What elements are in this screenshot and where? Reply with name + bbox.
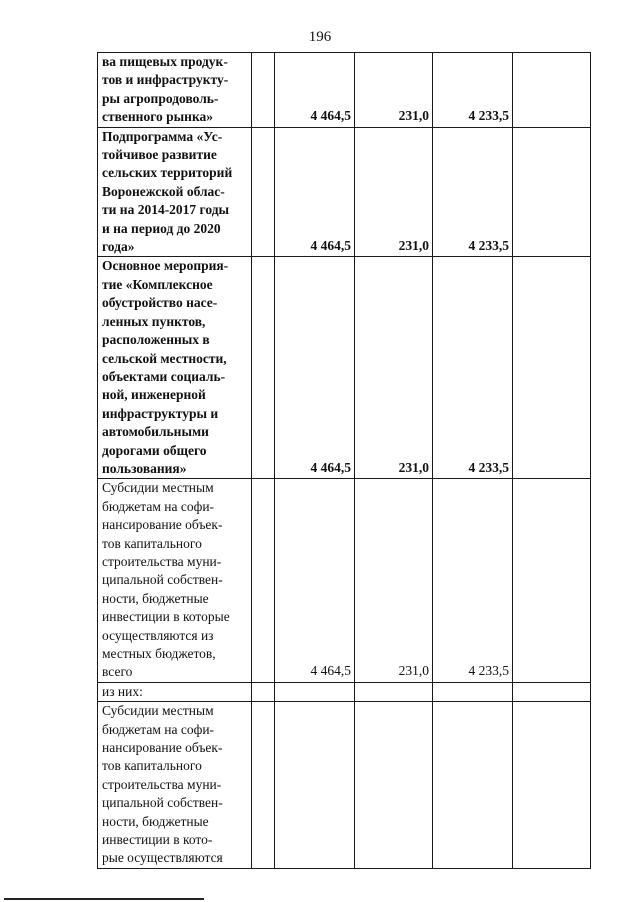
- value-cell: [355, 702, 433, 869]
- empty-cell: [252, 682, 275, 701]
- value-cell: 4 233,5: [433, 53, 513, 128]
- row-name-cell: Субсидии местным бюджетам на софи- нансирование объек- тов капитального строительства муни- ципальной собствен- ности, бюджетные инвестиции в кото- рые осуществляются: [98, 702, 252, 869]
- value-cell: [433, 702, 513, 869]
- row-name-cell: Субсидии местным бюджетам на софи- нансирование объек- тов капитального строительства муни- ципальной собствен- ности, бюджетные инвестиции в которые осуществляются из местных бюджетов, всего: [98, 479, 252, 682]
- empty-cell: [252, 479, 275, 682]
- table-row: [98, 127, 591, 257]
- value-cell: 231,0: [355, 127, 433, 257]
- table-row: [98, 479, 591, 682]
- page-number: 196: [308, 29, 332, 45]
- empty-cell: [252, 127, 275, 257]
- value-cell: 4 233,5: [433, 479, 513, 682]
- value-cell: [513, 257, 591, 479]
- value-cell: 4 464,5: [275, 479, 355, 682]
- value-cell: 231,0: [355, 257, 433, 479]
- empty-cell: [252, 702, 275, 869]
- row-name-cell: ва пищевых продук- тов и инфраструкту- ры агропродоволь- ственного рынка»: [98, 53, 252, 128]
- value-cell: [275, 682, 355, 701]
- value-cell: [355, 682, 433, 701]
- row-name-cell: Подпрограмма «Ус- тойчивое развитие сельских территорий Воронежской облас- ти на 2014-2017 годы и на период до 2020 года»: [98, 127, 252, 257]
- value-cell: [513, 479, 591, 682]
- table-row: [98, 682, 591, 701]
- table-row: [98, 257, 591, 479]
- row-name-cell: Основное мероприя- тие «Комплексное обустройство насе- ленных пунктов, расположенных в сельской местности, объектами социаль- ной, инженерной инфраструктуры и автомобильными дорогами общего пользования»: [98, 257, 252, 479]
- footer-divider: [4, 898, 204, 900]
- value-cell: 231,0: [355, 479, 433, 682]
- value-cell: 4 464,5: [275, 127, 355, 257]
- value-cell: [513, 702, 591, 869]
- value-cell: 4 233,5: [433, 127, 513, 257]
- value-cell: [433, 682, 513, 701]
- value-cell: 4 464,5: [275, 257, 355, 479]
- value-cell: [275, 702, 355, 869]
- value-cell: [513, 682, 591, 701]
- value-cell: [513, 53, 591, 128]
- value-cell: [513, 127, 591, 257]
- empty-cell: [252, 53, 275, 128]
- value-cell: 231,0: [355, 53, 433, 128]
- table-row: [98, 53, 591, 128]
- empty-cell: [252, 257, 275, 479]
- table-row: [98, 702, 591, 869]
- value-cell: 4 233,5: [433, 257, 513, 479]
- budget-table: [97, 52, 591, 869]
- value-cell: 4 464,5: [275, 53, 355, 128]
- row-name-cell: из них:: [98, 682, 252, 701]
